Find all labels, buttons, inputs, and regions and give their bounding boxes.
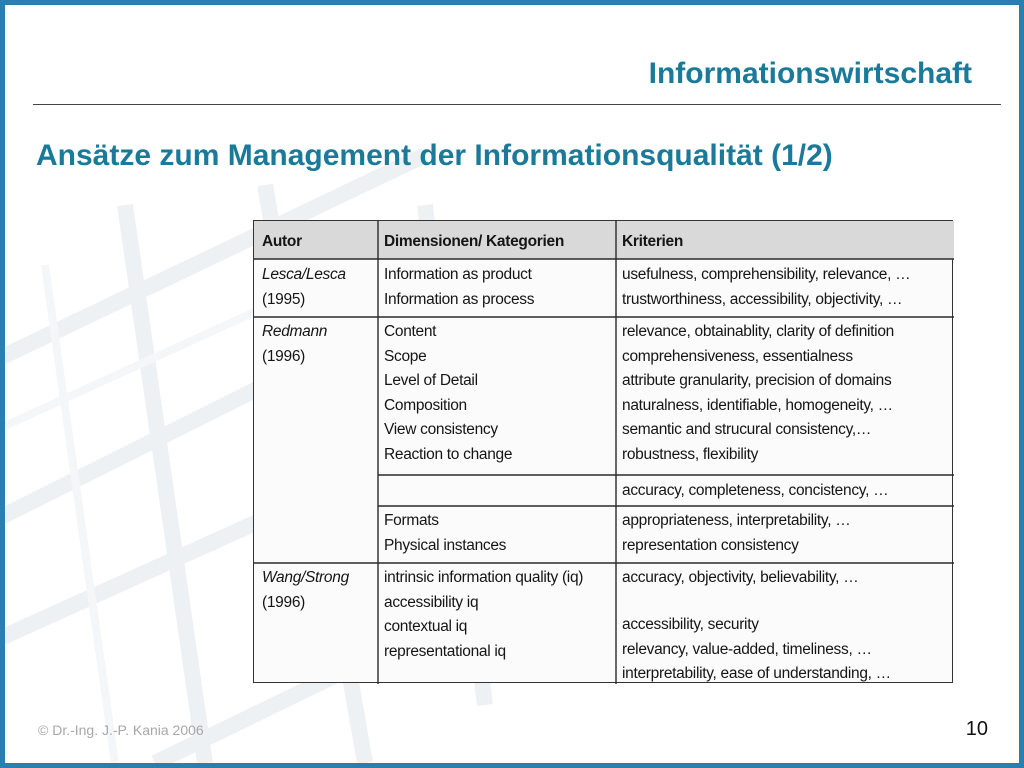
list-item: Information as product [384, 266, 532, 283]
redmann-criteria [622, 320, 894, 467]
list-item: Composition [384, 396, 467, 414]
lesca-author: Lesca/Lesca [262, 266, 346, 283]
list-item: relevancy, value-added, timeliness, … [622, 640, 872, 658]
wang-criteria-bottom [622, 613, 891, 687]
redmann-criteria-low [622, 509, 850, 558]
list-item: usefulness, comprehensibility, relevance, … [622, 266, 911, 283]
list-item: contextual iq [384, 618, 468, 635]
list-item: accessibility iq [384, 593, 479, 611]
list-item: representational iq [384, 642, 506, 660]
redmann-author: Redmann [262, 323, 328, 340]
redmann-author-cell [262, 320, 327, 369]
header-author: Autor [262, 233, 302, 250]
wang-criteria-top: accuracy, objectivity, believability, … [622, 569, 859, 586]
list-item: robustness, flexibility [622, 445, 759, 463]
list-item: attribute granularity, precision of domains [622, 372, 892, 389]
list-item: accessibility, security [622, 616, 759, 633]
list-item: semantic and strucural consistency,… [622, 421, 872, 438]
list-item: naturalness, identifiable, homogeneity, … [622, 396, 893, 414]
page-number: 10 [965, 718, 988, 740]
lesca-author-cell [262, 263, 346, 312]
list-item: Reaction to change [384, 445, 513, 463]
wang-author: Wang/Strong [262, 569, 349, 586]
slide-title: Ansätze zum Management der Informationsqualität (1/2) [36, 139, 833, 172]
list-item: Scope [384, 347, 427, 365]
list-item: Formats [384, 512, 439, 529]
redmann-dimensions-low [384, 509, 506, 558]
wang-author-cell [262, 566, 349, 615]
list-item: interpretability, ease of understanding, … [622, 665, 891, 682]
wang-dimensions [384, 566, 583, 664]
list-item: Physical instances [384, 536, 507, 554]
header-divider [33, 104, 1001, 105]
lesca-year: (1995) [262, 290, 306, 308]
footer-copyright: © Dr.-Ing. J.-P. Kania 2006 [38, 722, 204, 738]
list-item: Information as process [384, 290, 535, 308]
header-title: Informationswirtschaft [648, 57, 972, 90]
list-item: relevance, obtainablity, clarity of definition [622, 323, 894, 340]
list-item: intrinsic information quality (iq) [384, 569, 584, 586]
redmann-dimensions [384, 320, 512, 467]
header-dimensions: Dimensionen/ Kategorien [384, 233, 564, 250]
wang-year: (1996) [262, 593, 306, 611]
redmann-year: (1996) [262, 347, 306, 365]
slide [5, 5, 1019, 763]
lesca-criteria [622, 263, 910, 312]
list-item: comprehensiveness, essentialness [622, 347, 853, 365]
header-criteria: Kriterien [622, 233, 684, 250]
lesca-dimensions [384, 263, 534, 312]
list-item: View consistency [384, 421, 498, 438]
list-item: Content [384, 323, 437, 340]
list-item: trustworthiness, accessibility, objectivity, … [622, 290, 903, 308]
redmann-criteria-mid: accuracy, completeness, concistency, … [622, 482, 889, 499]
list-item: Level of Detail [384, 372, 478, 389]
list-item: representation consistency [622, 536, 799, 554]
list-item: appropriateness, interpretability, … [622, 512, 851, 529]
scanned-table [253, 220, 953, 683]
